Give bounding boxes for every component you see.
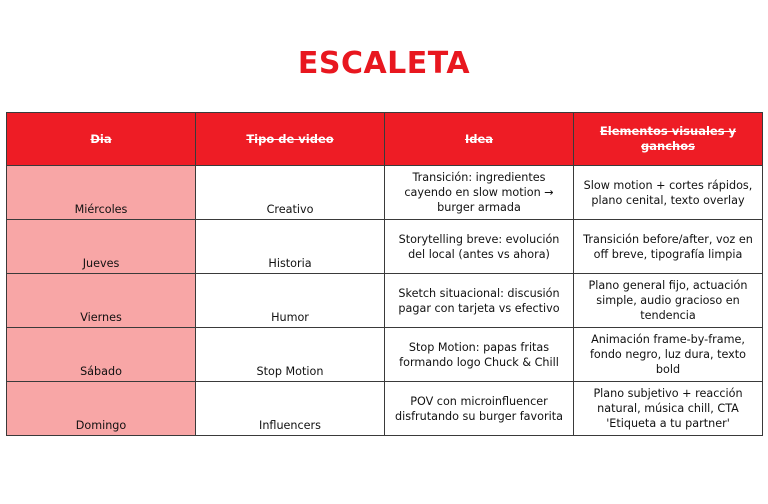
- visual-elements-cell: Plano general fijo, actuación simple, audio gracioso en tendencia: [574, 274, 763, 328]
- day-cell: Sábado: [7, 328, 196, 382]
- table-row: [7, 166, 763, 220]
- day-cell: Domingo: [7, 382, 196, 436]
- table-row: [7, 220, 763, 274]
- video-type-cell: Creativo: [196, 166, 385, 220]
- video-type-cell: Influencers: [196, 382, 385, 436]
- table-row: [7, 382, 763, 436]
- header-row: [7, 113, 763, 166]
- visual-elements-cell: Animación frame-by-frame, fondo negro, luz dura, texto bold: [574, 328, 763, 382]
- header-day: Dia: [7, 113, 196, 166]
- video-type-cell: Humor: [196, 274, 385, 328]
- page-title: ESCALETA: [297, 46, 471, 81]
- video-type-cell: Stop Motion: [196, 328, 385, 382]
- visual-elements-cell: Slow motion + cortes rápidos, plano cenital, texto overlay: [574, 166, 763, 220]
- header-idea: Idea: [385, 113, 574, 166]
- header-video-type: Tipo de video: [196, 113, 385, 166]
- idea-cell: Sketch situacional: discusión pagar con tarjeta vs efectivo: [385, 274, 574, 328]
- schedule-table: [6, 112, 763, 436]
- table-row: [7, 328, 763, 382]
- day-cell: Jueves: [7, 220, 196, 274]
- video-type-cell: Historia: [196, 220, 385, 274]
- idea-cell: Storytelling breve: evolución del local (antes vs ahora): [385, 220, 574, 274]
- idea-cell: POV con microinfluencer disfrutando su burger favorita: [385, 382, 574, 436]
- visual-elements-cell: Plano subjetivo + reacción natural, música chill, CTA 'Etiqueta a tu partner': [574, 382, 763, 436]
- day-cell: Miércoles: [7, 166, 196, 220]
- idea-cell: Stop Motion: papas fritas formando logo Chuck & Chill: [385, 328, 574, 382]
- idea-cell: Transición: ingredientes cayendo en slow motion → burger armada: [385, 166, 574, 220]
- header-visual-elements: Elementos visuales y ganchos: [574, 113, 763, 166]
- day-cell: Viernes: [7, 274, 196, 328]
- visual-elements-cell: Transición before/after, voz en off breve, tipografía limpia: [574, 220, 763, 274]
- table-row: [7, 274, 763, 328]
